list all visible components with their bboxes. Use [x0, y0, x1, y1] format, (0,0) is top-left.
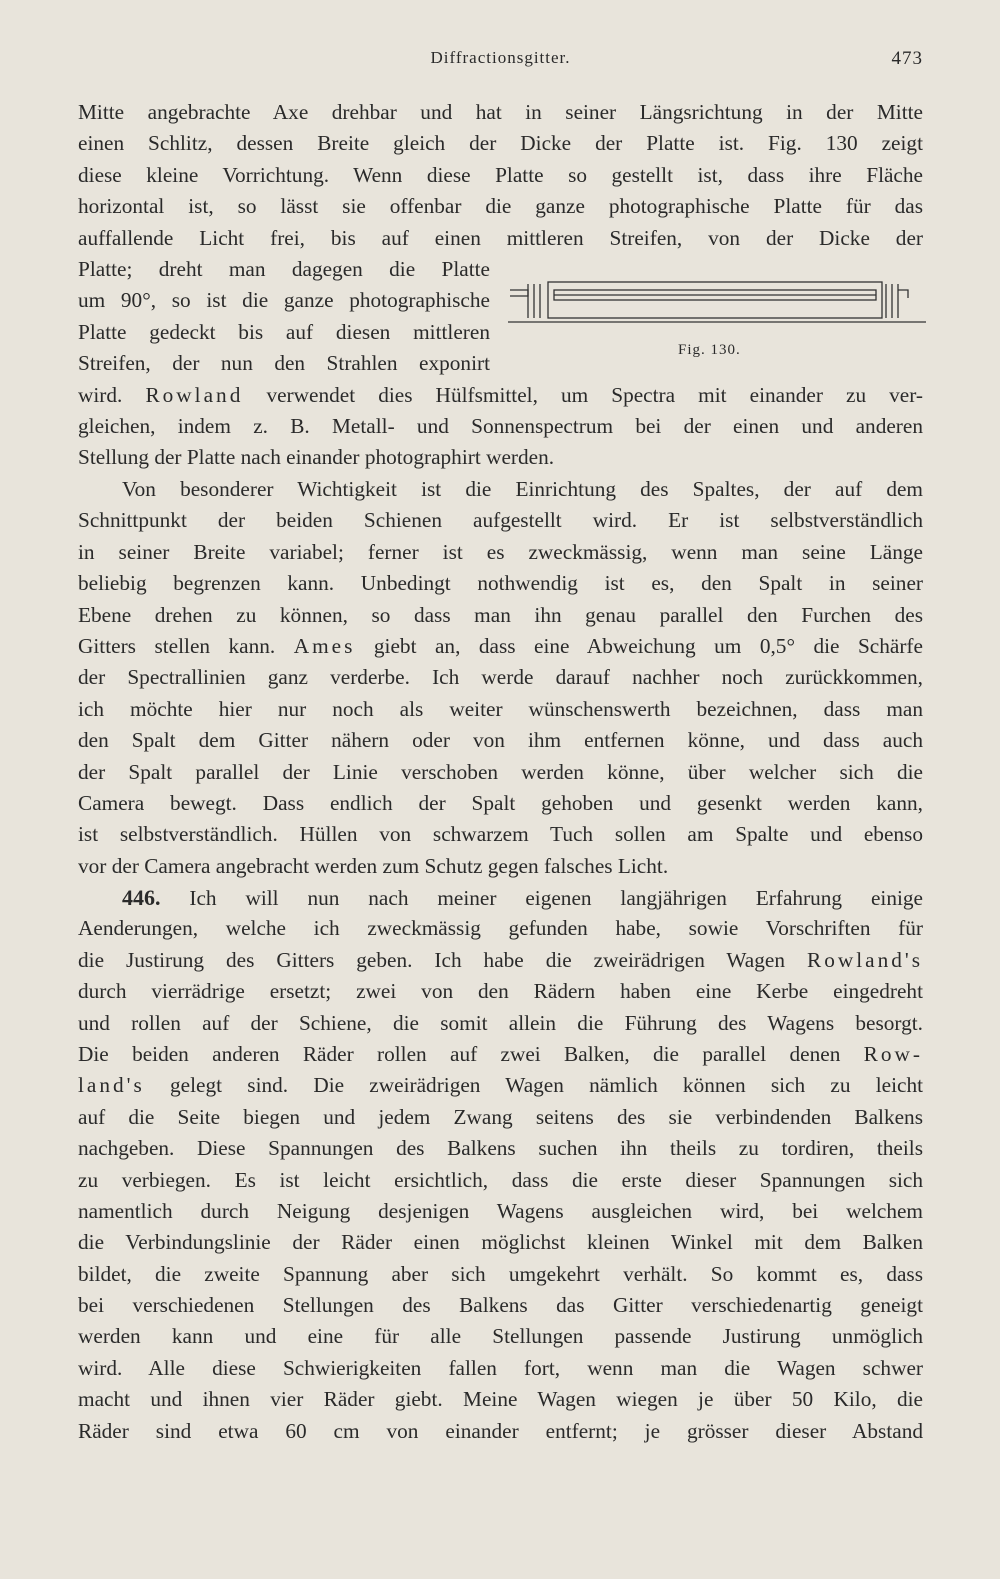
text-line: Platte gedeckt bis auf diesen mittleren	[78, 319, 490, 344]
text-line: Streifen, der nun den Strahlen exponirt	[78, 351, 490, 376]
text-line: auffallende Licht frei, bis auf einen mittleren Streifen, von der Dicke der	[78, 225, 923, 250]
text-line: Von besonderer Wichtigkeit ist die Einrichtung des Spaltes, der auf dem	[122, 477, 923, 501]
text-line: beliebig begrenzen kann. Unbedingt nothwendig ist es, den Spalt in seiner	[78, 571, 923, 596]
text-line: Platte; dreht man dagegen die Platte	[78, 256, 490, 281]
text-span: Die beiden anderen Räder rollen auf zwei Balken, die parallel denen	[78, 1041, 841, 1066]
page-number: 473	[891, 48, 923, 69]
text-line: auf die Seite biegen und jedem Zwang seitens des sie verbindenden Balkens	[78, 1104, 923, 1129]
text-line: der Spalt parallel der Linie verschoben werden könne, über welcher sich die	[78, 759, 923, 784]
text-line: der Spectrallinien ganz verderbe. Ich werde darauf nachher noch zurückkommen,	[78, 665, 923, 690]
text-line: Aenderungen, welche ich zweckmässig gefunden habe, sowie Vorschriften für	[78, 916, 923, 941]
text-line	[78, 1070, 923, 1101]
text-line: namentlich durch Neigung desjenigen Wagens ausgleichen wird, bei welchem	[78, 1198, 923, 1223]
section-number: 446.	[122, 885, 161, 910]
text-line: die Verbindungslinie der Räder einen möglichst kleinen Winkel mit dem Balken	[78, 1230, 923, 1255]
text-line: Räder sind etwa 60 cm von einander entfernt; je grösser dieser Abstand	[78, 1418, 923, 1443]
text-span: gelegt sind. Die zweirädrigen Wagen nämlich können sich zu leicht	[170, 1073, 923, 1098]
text-span: giebt an, dass eine Abweichung um 0,5° die Schärfe	[373, 633, 923, 658]
text-span: Ich will nun nach meiner eigenen langjährigen Erfahrung einige	[189, 886, 923, 910]
text-line	[78, 882, 923, 913]
page-header	[78, 48, 923, 78]
figure-caption: Fig. 130.	[678, 342, 741, 358]
author-name: Row-	[863, 1041, 923, 1066]
text-line: Stellung der Platte nach einander photographirt werden.	[78, 445, 555, 470]
section-446	[78, 882, 923, 1447]
text-line: werden kann und eine für alle Stellungen passende Justirung unmöglich	[78, 1324, 923, 1349]
text-line: durch vierrädrige ersetzt; zwei von den Rädern haben eine Kerbe eingedreht	[78, 979, 923, 1004]
text-span: wird.	[78, 382, 123, 407]
text-line: Camera bewegt. Dass endlich der Spalt gehoben und gesenkt werden kann,	[78, 790, 923, 815]
text-line: und rollen auf der Schiene, die somit allein die Führung des Wagens besorgt.	[78, 1010, 923, 1035]
text-line	[78, 1039, 923, 1070]
text-line	[78, 631, 923, 662]
running-title: Diffractionsgitter.	[430, 48, 571, 67]
text-line: um 90°, so ist die ganze photographische	[78, 288, 490, 313]
text-line: in seiner Breite variabel; ferner ist es zweckmässig, wenn man seine Länge	[78, 539, 923, 564]
text-line: bildet, die zweite Spannung aber sich umgekehrt verhält. So kommt es, dass	[78, 1261, 923, 1286]
text-line: den Spalt dem Gitter nähern oder von ihm entfernen könne, und dass auch	[78, 728, 923, 753]
text-line: horizontal ist, so lässt sie offenbar die ganze photographische Platte für das	[78, 194, 923, 219]
text-span: Gitters stellen kann.	[78, 633, 276, 658]
text-line: zu verbiegen. Es ist leicht ersichtlich, dass die erste dieser Spannungen sich	[78, 1167, 923, 1192]
author-name: Rowland	[145, 382, 244, 407]
text-line: wird. Alle diese Schwierigkeiten fallen fort, wenn man die Wagen schwer	[78, 1355, 923, 1380]
text-line: vor der Camera angebracht werden zum Schutz gegen falsches Licht.	[78, 853, 669, 878]
author-name: Rowland's	[806, 947, 923, 972]
text-line: nachgeben. Diese Spannungen des Balkens suchen ihn theils zu tordiren, theils	[78, 1136, 923, 1161]
text-line: diese kleine Vorrichtung. Wenn diese Platte so gestellt ist, dass ihre Fläche	[78, 162, 923, 187]
text-line: gleichen, indem z. B. Metall- und Sonnenspectrum bei der einen und anderen	[78, 413, 923, 438]
paragraph-1	[78, 97, 923, 474]
text-line: Schnittpunkt der beiden Schienen aufgestellt wird. Er ist selbstverständlich	[78, 508, 923, 533]
text-line: Mitte angebrachte Axe drehbar und hat in seiner Längsrichtung in der Mitte	[78, 100, 923, 124]
text-line: ich möchte hier nur noch als weiter wünschenswerth bezeichnen, dass man	[78, 696, 923, 721]
text-line: bei verschiedenen Stellungen des Balkens das Gitter verschiedenartig geneigt	[78, 1293, 923, 1318]
text-line	[78, 945, 923, 976]
author-name: land's	[78, 1073, 145, 1098]
author-name: Ames	[293, 633, 356, 658]
text-span: verwendet dies Hülfsmittel, um Spectra mit einander zu ver-	[266, 382, 923, 407]
text-line: ist selbstverständlich. Hüllen von schwarzem Tuch sollen am Spalte und ebenso	[78, 822, 923, 847]
text-line: Ebene drehen zu können, so dass man ihn genau parallel den Furchen des	[78, 602, 923, 627]
text-line: macht und ihnen vier Räder giebt. Meine Wagen wiegen je über 50 Kilo, die	[78, 1387, 923, 1412]
text-span: die Justirung des Gitters geben. Ich habe die zweirädrigen Wagen	[78, 947, 786, 972]
text-line	[78, 380, 923, 411]
paragraph-2	[78, 474, 923, 882]
text-line: einen Schlitz, dessen Breite gleich der Dicke der Platte ist. Fig. 130 zeigt	[78, 131, 923, 156]
